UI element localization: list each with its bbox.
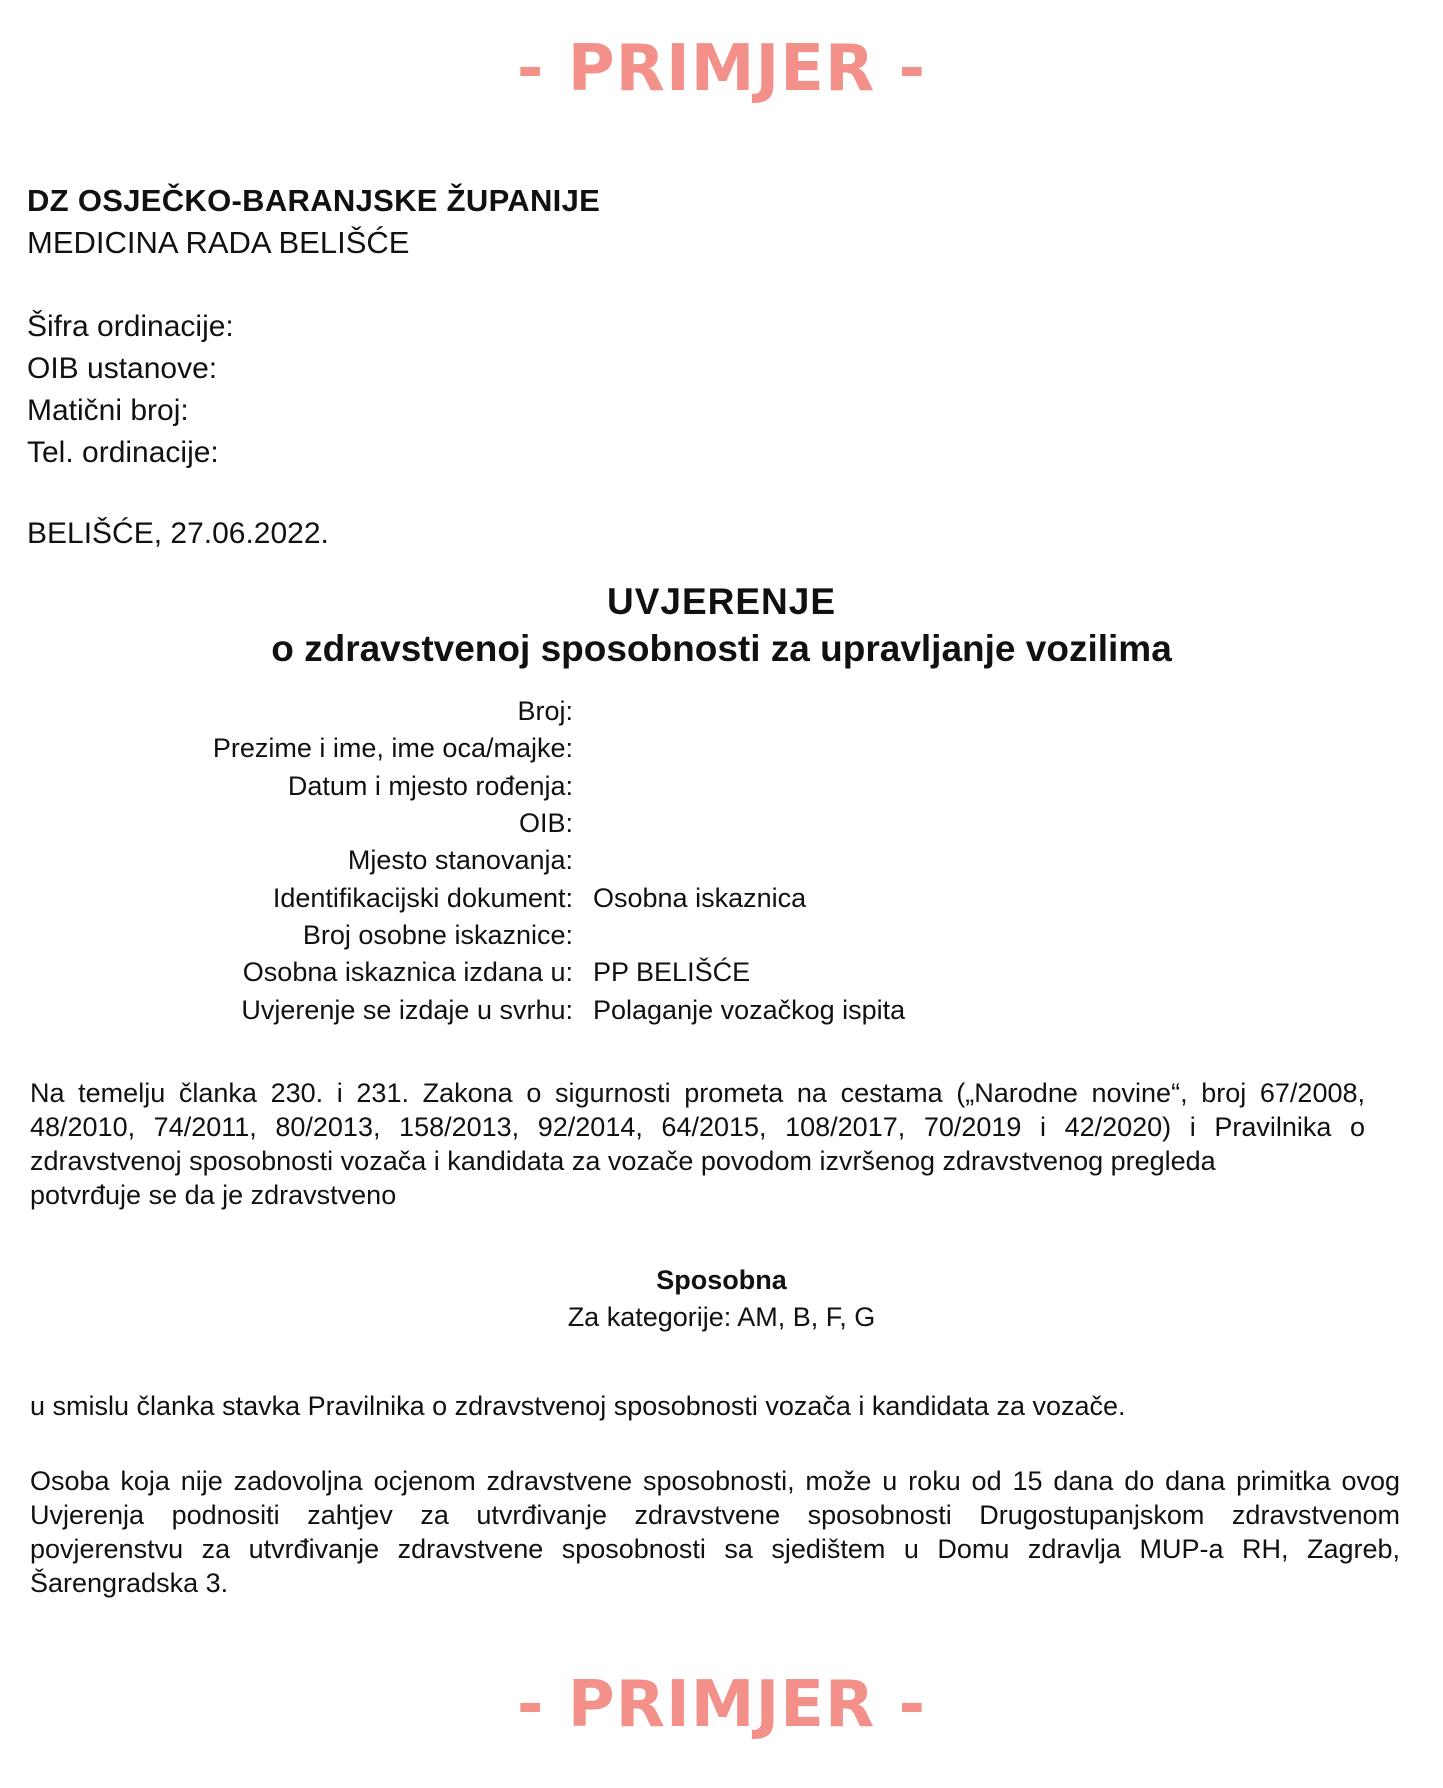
institution-name: DZ OSJEČKO-BARANJSKE ŽUPANIJE <box>27 183 601 218</box>
legal-basis-last-line: potvrđuje se da je zdravstveno <box>30 1180 397 1210</box>
fitness-status: Sposobna <box>656 1265 787 1295</box>
field-row <box>0 842 1443 879</box>
field-label: Datum i mjesto rođenja: <box>287 770 573 801</box>
field-row <box>0 917 1443 954</box>
field-row <box>0 805 1443 842</box>
appeal-note: Osoba koja nije zadovoljna ocjenom zdravstvene sposobnosti, može u roku od 15 dana do dana primitka ovog Uvjerenja podnositi zahtjev za utvrđivanje zdravstvene sposobnosti Drugostupanjskom zdravstvenom povjerenstvu za utvrđivanje zdravstvene sposobnosti sa sjedištem u Domu zdravlja MUP-a RH, Zagreb, Šarengradska 3. <box>30 1466 1400 1598</box>
office-phone-label: Tel. ordinacije: <box>27 436 219 469</box>
field-label: OIB: <box>518 808 573 839</box>
registration-number-label: Matični broj: <box>27 394 189 427</box>
field-label: Broj osobne iskaznice: <box>302 919 573 950</box>
field-label: Prezime i ime, ime oca/majke: <box>212 733 573 764</box>
field-row <box>0 954 1443 991</box>
field-label: Uvjerenje se izdaje u svrhu: <box>241 994 573 1025</box>
institution-oib-label: OIB ustanove: <box>27 352 218 385</box>
document-title <box>0 578 1443 672</box>
title-subtitle: o zdravstvenoj sposobnosti za upravljanje vozilima <box>271 628 1172 669</box>
field-label: Osobna iskaznica izdana u: <box>242 957 573 988</box>
department-name: MEDICINA RADA BELIŠĆE <box>27 225 410 260</box>
field-row <box>0 879 1443 916</box>
watermark-bottom: - PRIMJER - <box>516 1668 927 1742</box>
regulation-note: u smislu članka stavka Pravilnika o zdravstvenoj sposobnosti vozača i kandidata za vozače. <box>30 1391 1126 1421</box>
field-row <box>0 693 1443 730</box>
field-row <box>0 991 1443 1028</box>
field-row <box>0 768 1443 805</box>
field-label: Mjesto stanovanja: <box>347 845 573 876</box>
field-value: Polaganje vozačkog ispita <box>593 994 906 1025</box>
field-value: PP BELIŠĆE <box>593 957 751 988</box>
place-and-date: BELIŠĆE, 27.06.2022. <box>27 517 329 550</box>
field-row <box>0 730 1443 767</box>
office-code-label: Šifra ordinacije: <box>27 310 234 343</box>
license-categories <box>0 1299 1443 1336</box>
field-label: Identifikacijski dokument: <box>272 882 573 913</box>
watermark-top: - PRIMJER - <box>516 32 927 106</box>
field-label: Broj: <box>517 696 573 727</box>
legal-basis-paragraph <box>30 1076 1365 1212</box>
office-meta-block <box>27 306 234 474</box>
legal-basis-text: Na temelju članka 230. i 231. Zakona o sigurnosti prometa na cestama („Narodne novine“, broj 67/2008, 48/2010, 74/2011, 80/2013, 158/2013, 92/2014, 64/2015, 108/2017, 70/2019 i 42/2020) i Pravilnika o zdravstvenoj sposobnosti vozača i kandidata za vozače povodom izvršenog zdravstvenog pregleda <box>30 1078 1365 1176</box>
title-main: UVJERENJE <box>606 581 837 622</box>
field-value: Osobna iskaznica <box>593 882 807 913</box>
categories-value: AM, B, F, G <box>737 1302 876 1332</box>
fitness-result <box>0 1262 1443 1336</box>
personal-data-fields <box>0 693 1443 1029</box>
categories-label: Za kategorije: <box>567 1302 732 1332</box>
document-header <box>27 180 600 264</box>
